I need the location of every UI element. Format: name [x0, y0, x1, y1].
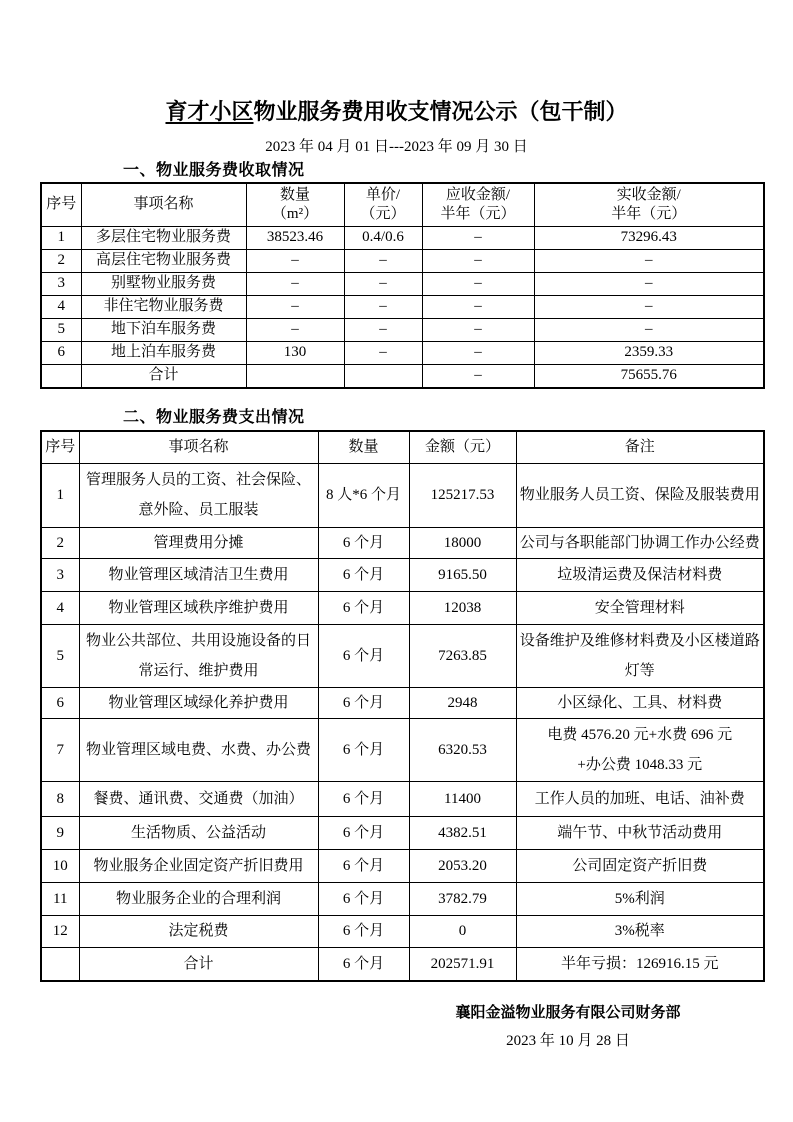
cell-no: 2	[41, 527, 79, 558]
cell-item-name: 物业管理区域电费、水费、办公费	[79, 718, 318, 781]
cell-item-name: 地下泊车服务费	[81, 318, 246, 341]
cell-quantity: 6 个月	[318, 718, 409, 781]
cell-item-name: 餐费、通讯费、交通费（加油）	[79, 781, 318, 816]
cell-quantity: 8 人*6 个月	[318, 463, 409, 527]
table-row	[41, 915, 764, 947]
cell-quantity	[246, 364, 344, 388]
cell-quantity: 6 个月	[318, 527, 409, 558]
table-row	[41, 527, 764, 558]
cell-amount: 9165.50	[409, 558, 516, 591]
cell-quantity: –	[246, 295, 344, 318]
cell-amount: 2053.20	[409, 849, 516, 882]
cell-receivable: –	[422, 341, 534, 364]
signature-date: 2023 年 10 月 28 日	[506, 1033, 630, 1049]
cell-note: 3%税率	[516, 915, 764, 947]
table-row	[41, 318, 764, 341]
cell-no: 4	[41, 591, 79, 624]
cell-no: 5	[41, 624, 79, 687]
cell-no: 1	[41, 463, 79, 527]
cell-unit-price: –	[344, 341, 422, 364]
cell-received: –	[534, 295, 764, 318]
cell-no: 6	[41, 341, 81, 364]
cell-item-name: 高层住宅物业服务费	[81, 249, 246, 272]
header-amount: 金额（元）	[409, 431, 516, 463]
table-row	[41, 882, 764, 915]
cell-no: 3	[41, 558, 79, 591]
cell-no: 2	[41, 249, 81, 272]
cell-item-name: 管理服务人员的工资、社会保险、 意外险、员工服装	[79, 463, 318, 527]
cell-no	[41, 947, 79, 981]
cell-item-name: 地上泊车服务费	[81, 341, 246, 364]
cell-receivable: –	[422, 249, 534, 272]
page-title-rest: 物业服务费用收支情况公示（包干制）	[253, 99, 628, 124]
cell-note: 公司固定资产折旧费	[516, 849, 764, 882]
cell-amount: 12038	[409, 591, 516, 624]
section2-heading: 二、物业服务费支出情况	[123, 409, 305, 426]
table-row	[41, 591, 764, 624]
fee-income-table	[40, 182, 765, 389]
cell-unit-price: 0.4/0.6	[344, 226, 422, 249]
cell-no	[41, 364, 81, 388]
cell-item-name: 物业公共部位、共用设施设备的日 常运行、维护费用	[79, 624, 318, 687]
cell-unit-price: –	[344, 272, 422, 295]
cell-item-name: 物业服务企业固定资产折旧费用	[79, 849, 318, 882]
header-received: 实收金额/ 半年（元）	[534, 183, 764, 226]
cell-no: 1	[41, 226, 81, 249]
cell-note: 半年亏损：126916.15 元	[516, 947, 764, 981]
fee-expense-table	[40, 430, 765, 982]
cell-quantity: –	[246, 272, 344, 295]
header-no: 序号	[41, 183, 81, 226]
signature-company: 襄阳金溢物业服务有限公司财务部	[455, 1004, 681, 1021]
cell-receivable: –	[422, 272, 534, 295]
cell-item-name: 物业管理区域绿化养护费用	[79, 687, 318, 718]
cell-no: 11	[41, 882, 79, 915]
cell-unit-price: –	[344, 318, 422, 341]
cell-quantity: 38523.46	[246, 226, 344, 249]
cell-received: 73296.43	[534, 226, 764, 249]
cell-note: 电费 4576.20 元+水费 696 元 +办公费 1048.33 元	[516, 718, 764, 781]
date-range: 2023 年 04 月 01 日---2023 年 09 月 30 日	[265, 139, 528, 155]
cell-note: 小区绿化、工具、材料费	[516, 687, 764, 718]
cell-no: 6	[41, 687, 79, 718]
cell-item-name: 多层住宅物业服务费	[81, 226, 246, 249]
cell-amount: 18000	[409, 527, 516, 558]
table-total-row	[41, 947, 764, 981]
total-label: 合计	[81, 364, 246, 388]
cell-item-name: 管理费用分摊	[79, 527, 318, 558]
cell-amount: 125217.53	[409, 463, 516, 527]
cell-no: 12	[41, 915, 79, 947]
cell-no: 3	[41, 272, 81, 295]
cell-quantity: 6 个月	[318, 687, 409, 718]
page-title-community-name: 育才小区	[165, 99, 254, 124]
cell-amount: 6320.53	[409, 718, 516, 781]
total-label: 合计	[79, 947, 318, 981]
cell-receivable: –	[422, 364, 534, 388]
section1-heading: 一、物业服务费收取情况	[123, 162, 305, 179]
table-row	[41, 249, 764, 272]
table-header-row	[41, 183, 764, 226]
cell-no: 7	[41, 718, 79, 781]
cell-quantity: –	[246, 318, 344, 341]
table-header-row	[41, 431, 764, 463]
cell-no: 4	[41, 295, 81, 318]
cell-unit-price: –	[344, 249, 422, 272]
table-row	[41, 781, 764, 816]
cell-received: –	[534, 318, 764, 341]
cell-receivable: –	[422, 295, 534, 318]
cell-no: 10	[41, 849, 79, 882]
cell-unit-price: –	[344, 295, 422, 318]
cell-received: 75655.76	[534, 364, 764, 388]
cell-note: 公司与各职能部门协调工作办公经费	[516, 527, 764, 558]
table-row	[41, 718, 764, 781]
signature-block	[368, 999, 768, 1055]
header-note: 备注	[516, 431, 764, 463]
table-row	[41, 226, 764, 249]
cell-amount: 11400	[409, 781, 516, 816]
table-row	[41, 558, 764, 591]
cell-amount: 202571.91	[409, 947, 516, 981]
cell-receivable: –	[422, 318, 534, 341]
cell-amount: 7263.85	[409, 624, 516, 687]
cell-quantity: 6 个月	[318, 591, 409, 624]
cell-note: 物业服务人员工资、保险及服装费用	[516, 463, 764, 527]
cell-quantity: 6 个月	[318, 947, 409, 981]
cell-item-name: 别墅物业服务费	[81, 272, 246, 295]
cell-note: 安全管理材料	[516, 591, 764, 624]
table-row	[41, 687, 764, 718]
cell-quantity: –	[246, 249, 344, 272]
cell-note: 端午节、中秋节活动费用	[516, 816, 764, 849]
table-row	[41, 849, 764, 882]
cell-amount: 4382.51	[409, 816, 516, 849]
cell-no: 8	[41, 781, 79, 816]
cell-amount: 0	[409, 915, 516, 947]
cell-item-name: 物业管理区域秩序维护费用	[79, 591, 318, 624]
table-row	[41, 295, 764, 318]
header-item-name: 事项名称	[79, 431, 318, 463]
cell-note: 设备维护及维修材料费及小区楼道路 灯等	[516, 624, 764, 687]
table-row	[41, 624, 764, 687]
cell-unit-price	[344, 364, 422, 388]
cell-quantity: 6 个月	[318, 558, 409, 591]
cell-note: 5%利润	[516, 882, 764, 915]
cell-no: 9	[41, 816, 79, 849]
header-quantity: 数量 （m²）	[246, 183, 344, 226]
cell-item-name: 法定税费	[79, 915, 318, 947]
table-row	[41, 816, 764, 849]
cell-quantity: 6 个月	[318, 781, 409, 816]
page-title	[0, 0, 793, 127]
cell-received: –	[534, 249, 764, 272]
cell-quantity: 6 个月	[318, 915, 409, 947]
table-row	[41, 272, 764, 295]
cell-item-name: 物业管理区域清洁卫生费用	[79, 558, 318, 591]
cell-item-name: 非住宅物业服务费	[81, 295, 246, 318]
table-row	[41, 463, 764, 527]
header-no: 序号	[41, 431, 79, 463]
header-quantity: 数量	[318, 431, 409, 463]
cell-received: 2359.33	[534, 341, 764, 364]
cell-quantity: 130	[246, 341, 344, 364]
cell-item-name: 生活物质、公益活动	[79, 816, 318, 849]
cell-no: 5	[41, 318, 81, 341]
cell-received: –	[534, 272, 764, 295]
header-receivable: 应收金额/ 半年（元）	[422, 183, 534, 226]
cell-quantity: 6 个月	[318, 882, 409, 915]
cell-item-name: 物业服务企业的合理利润	[79, 882, 318, 915]
table-row	[41, 341, 764, 364]
cell-amount: 2948	[409, 687, 516, 718]
cell-receivable: –	[422, 226, 534, 249]
cell-quantity: 6 个月	[318, 816, 409, 849]
cell-quantity: 6 个月	[318, 849, 409, 882]
table-total-row	[41, 364, 764, 388]
cell-amount: 3782.79	[409, 882, 516, 915]
cell-quantity: 6 个月	[318, 624, 409, 687]
cell-note: 垃圾清运费及保洁材料费	[516, 558, 764, 591]
header-item-name: 事项名称	[81, 183, 246, 226]
cell-note: 工作人员的加班、电话、油补费	[516, 781, 764, 816]
header-unit-price: 单价/ （元）	[344, 183, 422, 226]
